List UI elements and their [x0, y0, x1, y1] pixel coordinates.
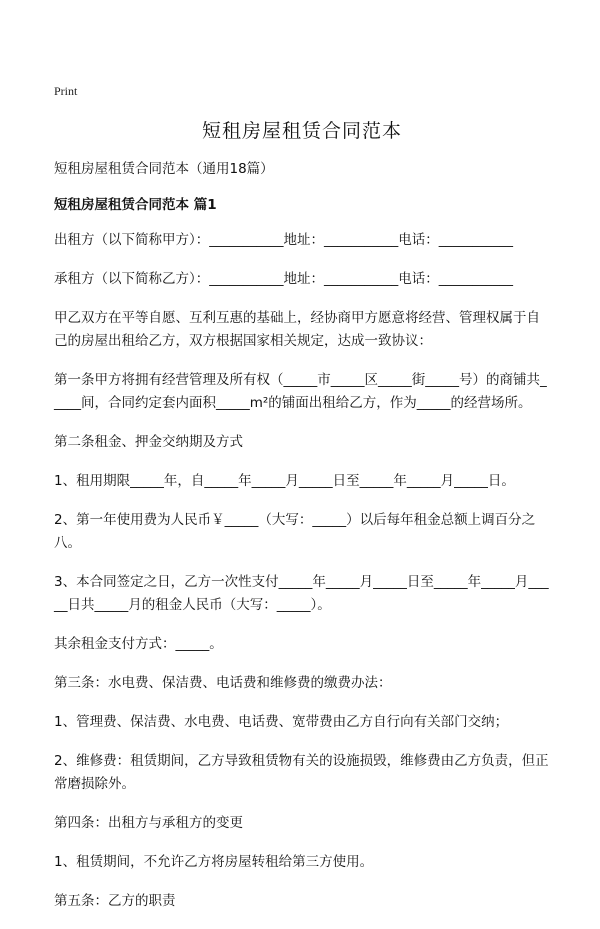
lessee-line: 承租方（以下简称乙方）：___________地址：___________电话：___________	[54, 271, 513, 287]
article-2-item-1: 1、租用期限_____年，自_____年_____月_____日至_____年_____月_____日。	[54, 473, 515, 489]
article-3-heading: 第三条：水电费、保洁费、电话费和维修费的缴费办法：	[54, 675, 392, 691]
article-3-item-2: 2、维修费：租赁期间，乙方导致租赁物有关的设施损毁，维修费由乙方负责，但正常磨损除外。	[54, 753, 549, 792]
article-4-item-1: 1、租赁期间，不允许乙方将房屋转租给第三方使用。	[54, 854, 374, 870]
article-5-heading: 第五条：乙方的职责	[54, 893, 176, 909]
print-link[interactable]: Print	[54, 84, 78, 98]
other-rent-payment: 其余租金支付方式：_____。	[54, 636, 223, 652]
lessor-line: 出租方（以下简称甲方）：___________地址：___________电话：___________	[54, 232, 513, 248]
article-3-item-1: 1、管理费、保洁费、水电费、电话费、宽带费由乙方自行向有关部门交纳；	[54, 714, 509, 730]
article-4-heading: 第四条：出租方与承租方的变更	[54, 815, 243, 831]
article-2-heading: 第二条租金、押金交纳期及方式	[54, 434, 243, 450]
article-1: 第一条甲方将拥有经营管理及所有权（_____市_____区_____街_____号）的商铺共_____间，合同约定套内面积_____m²的铺面出租给乙方，作为_____的经营场所。	[54, 372, 547, 411]
intro-paragraph: 甲乙双方在平等自愿、互利互惠的基础上，经协商甲方愿意将经营、管理权属于自己的房屋出租给乙方，双方根据国家相关规定，达成一致协议：	[54, 310, 540, 349]
article-2-item-2: 2、第一年使用费为人民币￥_____（大写：_____）以后每年租金总额上调百分之八。	[54, 512, 536, 551]
article-2-item-3: 3、本合同签定之日，乙方一次性支付_____年_____月_____日至_____年_____月_____日共_____月的租金人民币（大写：_____）。	[54, 574, 549, 613]
section-title: 短租房屋租赁合同范本 篇1	[54, 197, 217, 213]
document-title: 短租房屋租赁合同范本	[201, 120, 402, 142]
document-body	[54, 116, 550, 929]
document-subtitle: 短租房屋租赁合同范本（通用18篇）	[54, 161, 274, 177]
